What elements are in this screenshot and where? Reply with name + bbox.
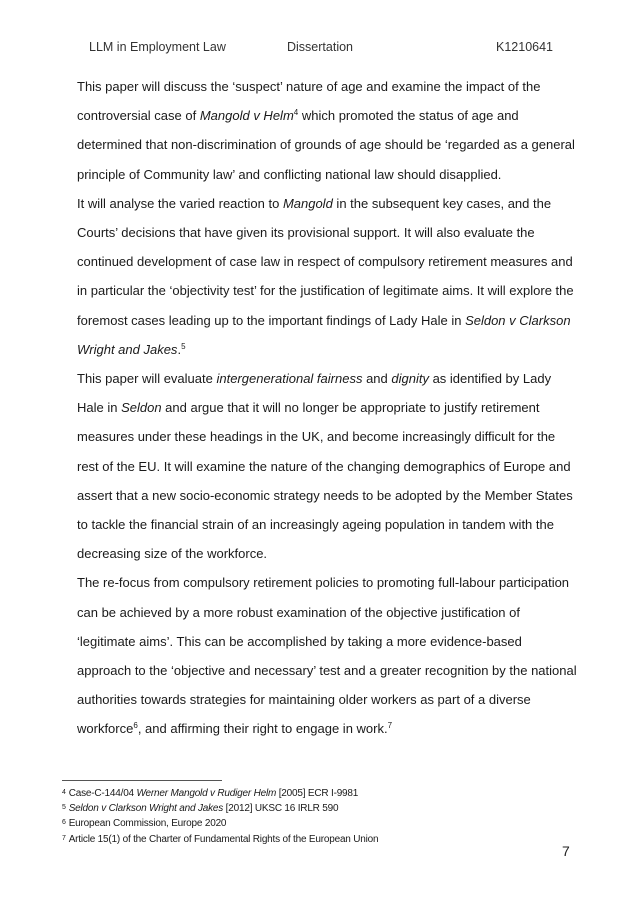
footnote-text: Article 15(1) of the Charter of Fundamental Rights of the European Union (68, 833, 379, 845)
footnote (62, 816, 582, 831)
case-name-mangold-v-helm: Mangold v Helm (199, 108, 294, 124)
footnote-citation: [2012] UKSC 16 IRLR 590 (223, 803, 339, 815)
paragraph-4 (77, 568, 577, 743)
paragraph-2-text-e: . (177, 341, 182, 357)
paragraph-4-text-a: The re-focus from compulsory retirement policies to promoting full-labour participation can be achieved by a more robust examination of the objective justification of ‘legitimate aims’. This can be accomplished by taking a more evidence-based approach to the ‘objective and necessary’ test and a greater recognition by the national authorities towards strategies for maintaining older workers as part of a diverse workforce (77, 575, 577, 737)
paragraph-3-text-a: This paper will evaluate (77, 371, 217, 387)
page-number: 7 (562, 843, 570, 859)
footnote (62, 786, 582, 801)
footnote-ref-7: 7 (387, 721, 393, 731)
case-name-seldon: Seldon (121, 400, 162, 416)
paragraph-2-text-a: It will analyse the varied reaction to (77, 195, 283, 211)
footnote (62, 801, 582, 816)
footnote-ref-6: 6 (133, 721, 138, 731)
footnote-number: 6 (62, 819, 66, 827)
paragraph-1-text-a: This paper will discuss the ‘suspect’ nature of age and examine the impact of the controversial case of (77, 79, 541, 124)
footnote-ref-4: 4 (293, 108, 299, 118)
footnote-case-name: Werner Mangold v Rudiger Helm (136, 788, 277, 799)
footnote-case-name: Seldon v Clarkson Wright and Jakes (68, 803, 224, 815)
footnote-number: 7 (62, 834, 66, 842)
paragraph-1-text-d: which promoted the status of age and determined that non-discrimination of grounds of age should be ‘regarded as a general principle of Community law’ and conflicting national law should disapplied. (77, 108, 575, 182)
paragraph-4-text-c: , and affirming their right to engage in work. (137, 721, 388, 737)
body-text (77, 72, 577, 744)
footnote (62, 832, 582, 847)
case-name-mangold: Mangold (282, 195, 333, 211)
paragraph-2-text-c: in the subsequent key cases, and the Courts’ decisions that have given its provisional support. It will also evaluate the continued development of case law in respect of compulsory retirement measures and in particular the ‘objectivity test’ for the justification of legitimate aims. It will explore the foremost cases leading up to the important findings of Lady Hale in (77, 195, 574, 328)
footnote-citation: [2005] ECR I-9981 (276, 788, 359, 799)
header-document-type: Dissertation (287, 40, 353, 54)
header-student-id: K1210641 (496, 40, 554, 54)
paragraph-1 (77, 72, 577, 189)
paragraph-3-text-c: and (362, 371, 392, 387)
paragraph-3-text-e: as identified by Lady Hale in (77, 371, 552, 416)
paragraph-3-text-g: and argue that it will no longer be appropriate to justify retirement measures under these headings in the UK, and become increasingly difficult for the rest of the EU. It will examine the nature of the changing demographics of Europe and assert that a new socio-economic strategy needs to be adopted by the Member States to tackle the financial strain of an increasingly ageing population in tandem with the decreasing size of the workforce. (77, 400, 573, 562)
paragraph-3 (77, 364, 577, 568)
footnote-text: Case-C-144/04 (68, 788, 137, 799)
page-header (0, 40, 638, 56)
term-dignity: dignity (391, 371, 429, 387)
footnote-text: European Commission, Europe 2020 (68, 818, 227, 830)
footnotes (62, 786, 582, 847)
footnote-separator (62, 780, 222, 781)
term-intergenerational-fairness: intergenerational fairness (216, 371, 363, 387)
case-name-seldon-v-clarkson: Seldon v Clarkson Wright and Jakes (77, 312, 571, 357)
footnote-number: 4 (62, 789, 66, 796)
footnote-ref-5: 5 (181, 341, 186, 351)
paragraph-2 (77, 189, 577, 364)
footnote-number: 5 (62, 804, 66, 812)
header-course: LLM in Employment Law (89, 40, 226, 54)
